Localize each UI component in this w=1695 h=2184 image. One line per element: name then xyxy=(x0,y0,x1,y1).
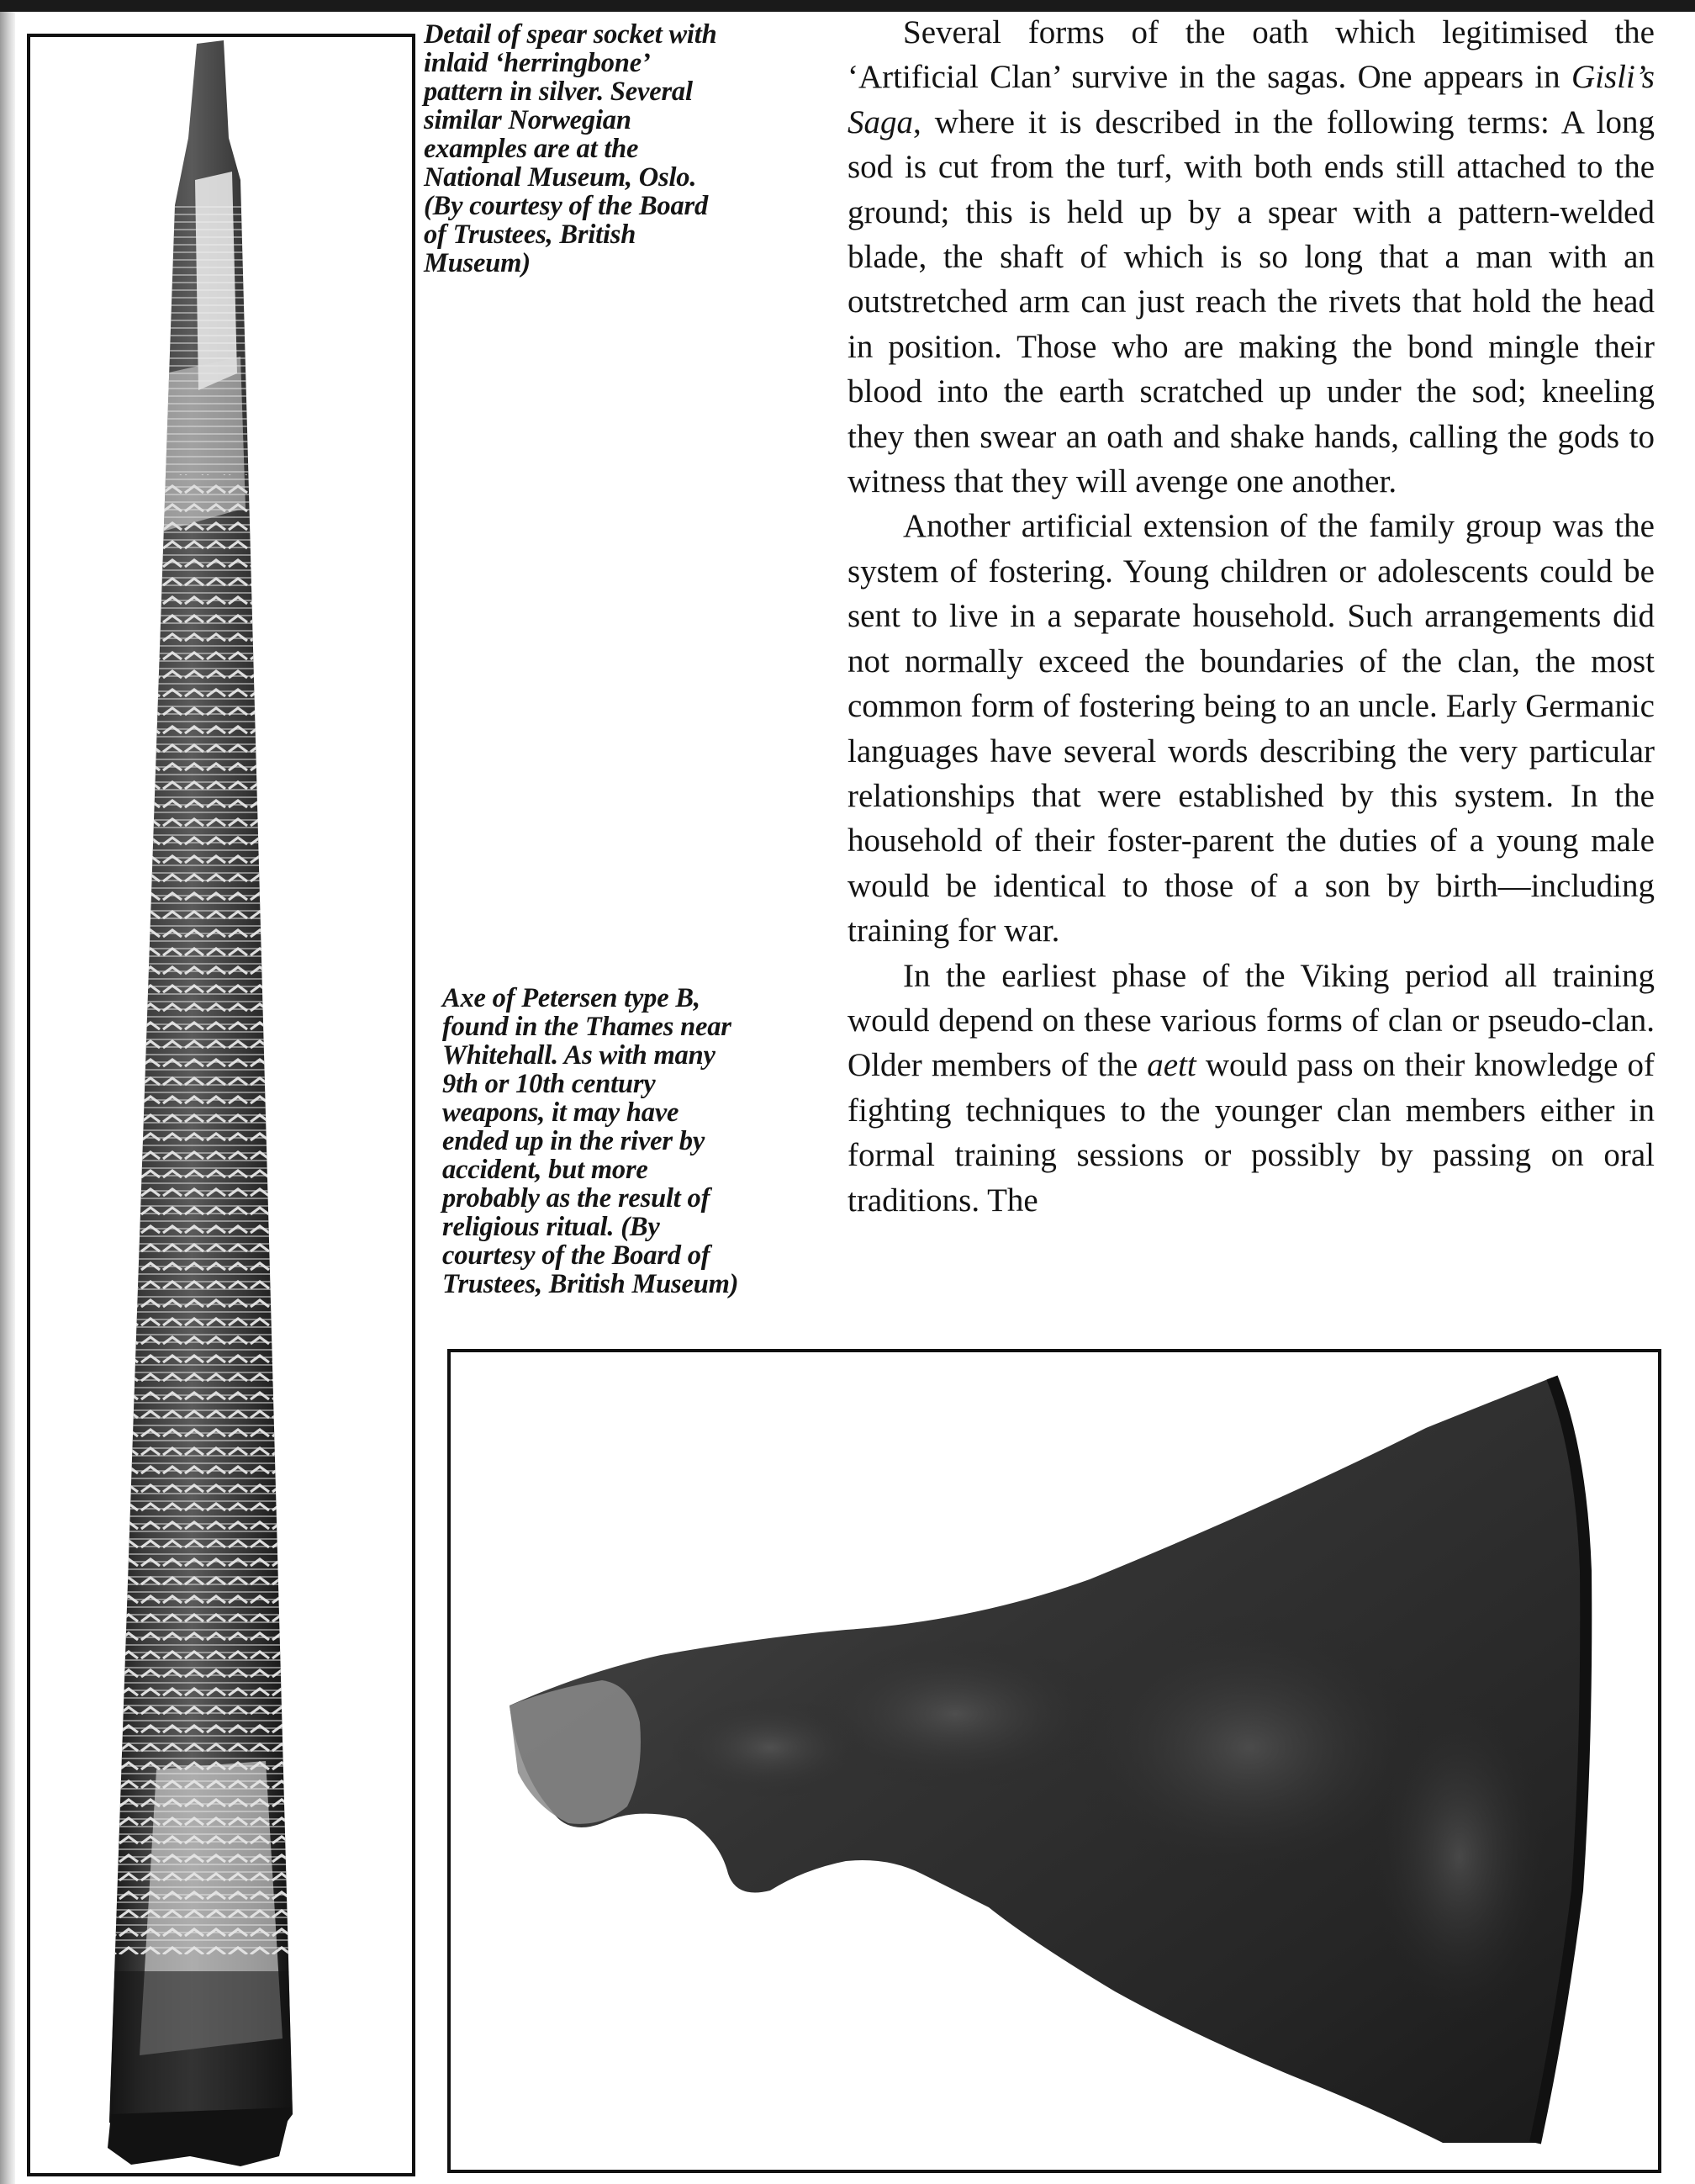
socket-broken-end xyxy=(108,2107,291,2166)
spear-socket-image xyxy=(30,37,412,2173)
axe-head-image xyxy=(451,1352,1658,2170)
spear-socket-photo xyxy=(27,34,415,2176)
saga-title: Gisli’s Saga xyxy=(848,59,1655,140)
paragraph-fostering: Another artificial extension of the family group was the system of fostering. Young children or adolescents could be sent to live in a separate household. Such arrangements did not normally exceed the boundaries of the clan, the most common form of fostering being to an uncle. Early Germanic languages have several words describing the very particular relationships that were established by this system. In the household of their foster-parent the duties of a young male would be identical to those of a son by birth—including training for war. xyxy=(848,508,1655,949)
paragraph-training: In the earliest phase of the Viking period all training would depend on these various forms of clan or pseudo-clan. Older members of the aett would pass on their knowledge of fighting techniques to the younger clan members either in formal training sessions or possibly by passing on oral traditions. The xyxy=(848,957,1655,1219)
axe-caption: Axe of Petersen type B, found in the Thames near Whitehall. As with many 9th or 10th century weapons, it may have ended up in the river by accident, but more probably as the result of religious ritual. (By courtesy of the Board of Trustees, British Museum) xyxy=(442,983,739,1299)
article-body xyxy=(848,10,1655,1223)
spear-caption: Detail of spear socket with inlaid ‘herringbone’ pattern in silver. Several similar Norwegian examples are at the National Museum, Oslo. (By courtesy of the Board of Trustees, British Museum) xyxy=(424,19,717,278)
aett-term: aett xyxy=(1147,1047,1196,1084)
axe-butt xyxy=(510,1680,641,1824)
scan-edge-shadow xyxy=(0,0,15,2184)
axe-head-photo xyxy=(447,1349,1661,2173)
paragraph-oath: Several forms of the oath which legitimised the ‘Artificial Clan’ survive in the sagas. One appears in Gisli’s Saga, where it is described in the following terms: A long sod is cut from the turf, with both ends still attached to the ground; this is held up by a spear with a pattern-welded blade, the shaft of which is so long that a man with an outstretched arm can just reach the rivets that hold the head in position. Those who are making the bond mingle their blood into the earth scratched up under the sod; kneeling they then swear an oath and shake hands, calling the gods to witness that they will avenge one another. xyxy=(848,14,1655,500)
